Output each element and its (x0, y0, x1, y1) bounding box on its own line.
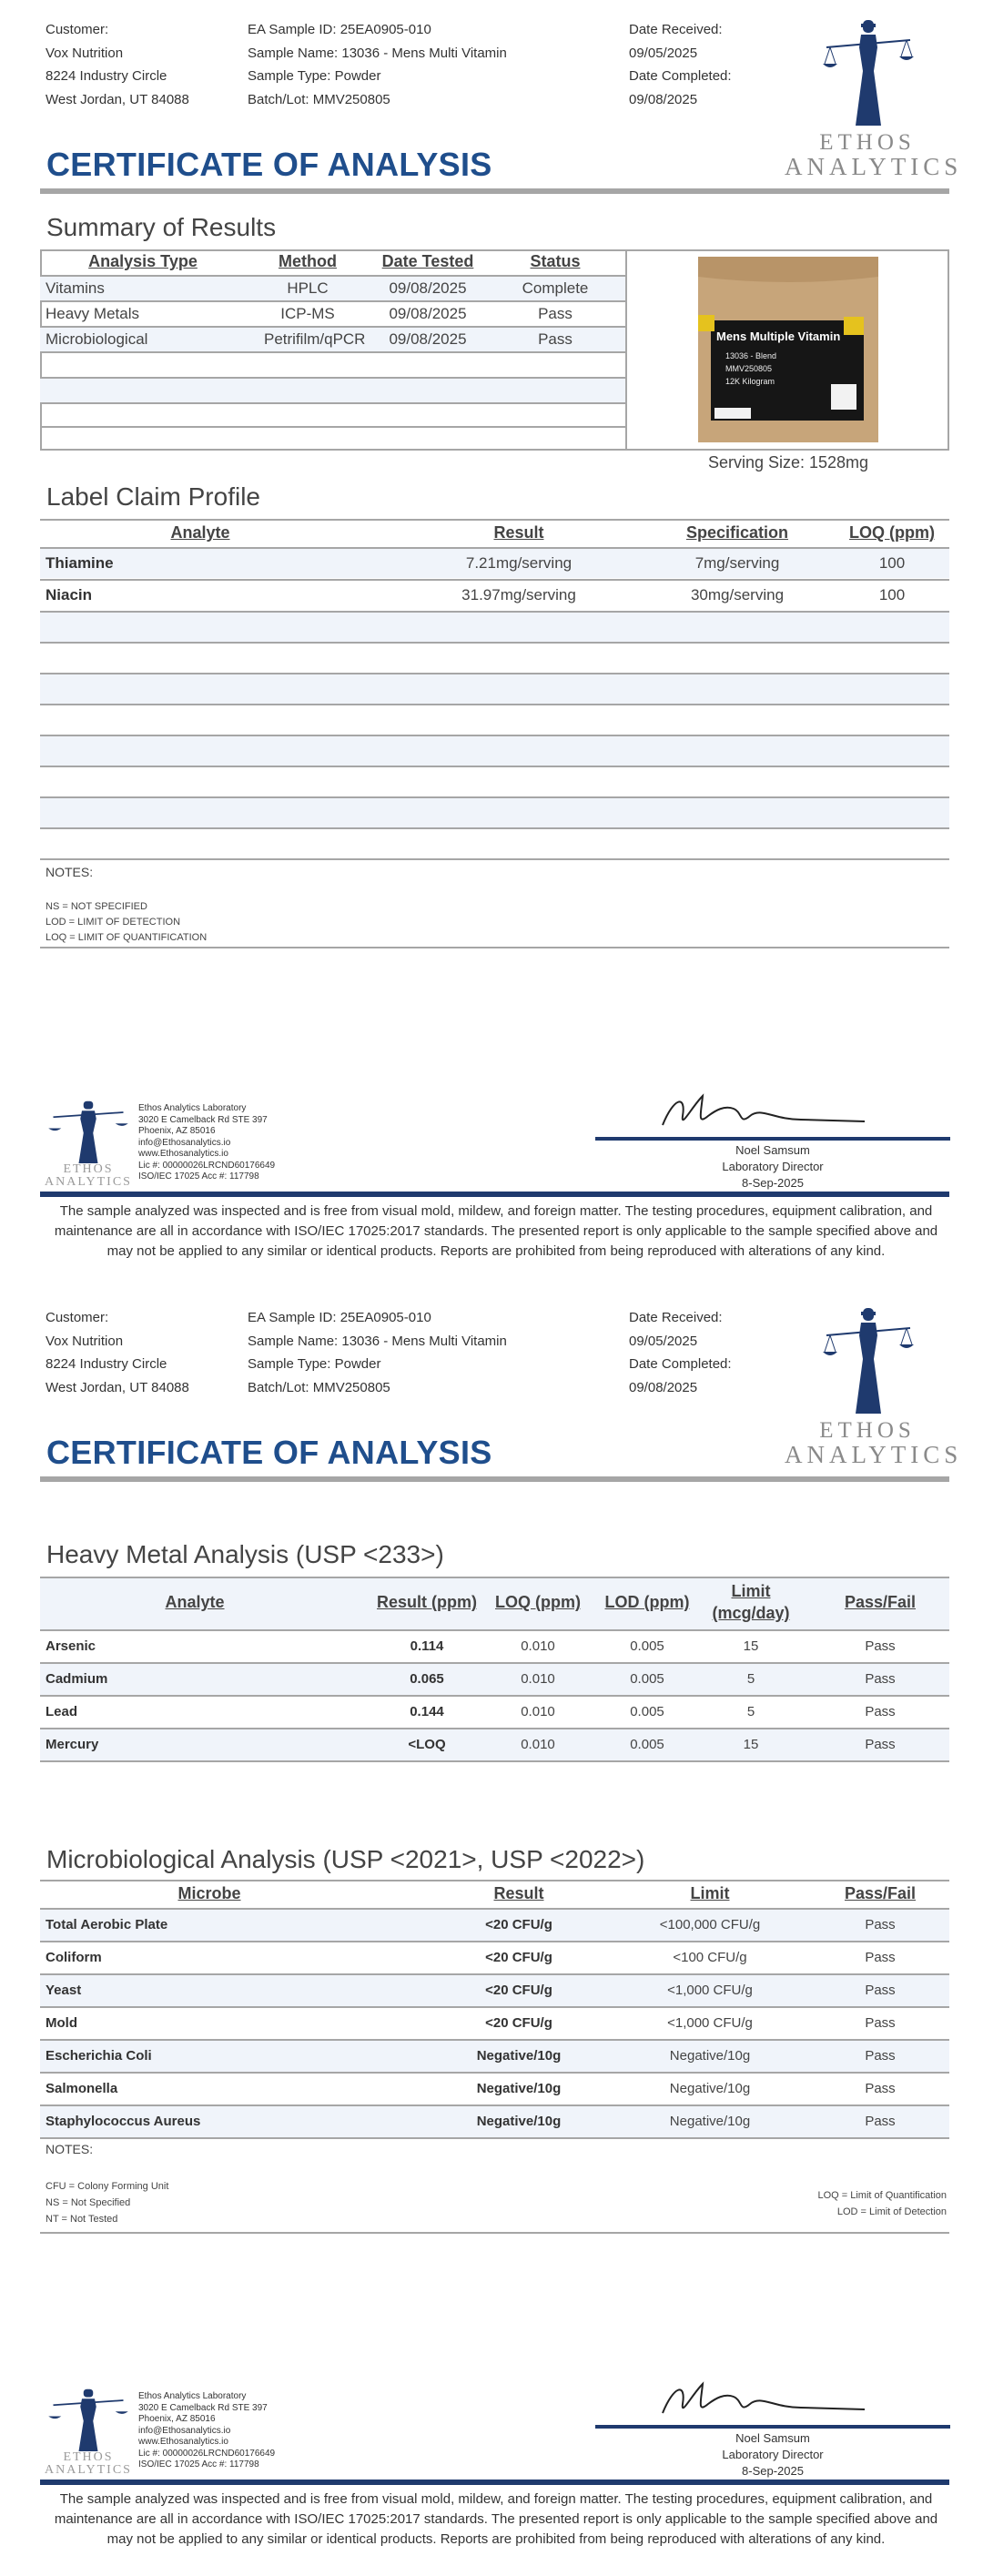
table-row: Niacin 31.97mg/serving 30mg/serving 100 (46, 586, 906, 603)
customer-block: Customer: Vox Nutrition 8224 Industry Circle West Jordan, UT 84088 (46, 1310, 189, 1395)
notes-label: NOTES: (46, 2142, 94, 2156)
table-row: Cadmium 0.065 0.010 0.005 5 Pass (40, 1664, 949, 1695)
table-row: Vitamins HPLC 09/08/2025 Complete (40, 277, 625, 300)
table-row: Coliform <20 CFU/g <100 CFU/g Pass (46, 1950, 896, 1965)
table-row: Staphylococcus Aureus Negative/10g Negative/10g Pass (40, 2106, 949, 2137)
sample-id: EA Sample ID: 25EA0905-010 (248, 22, 431, 37)
col-limit-unit: (mcg/day) (712, 1604, 790, 1622)
col-limit: Limit (731, 1582, 771, 1600)
notes-list: NS = NOT SPECIFIED LOD = LIMIT OF DETECTION LOQ = LIMIT OF QUANTIFICATION (46, 901, 208, 943)
lady-justice-scales-icon (821, 16, 916, 127)
logo-word-ethos: ETHOS (819, 130, 916, 155)
col-microbe: Microbe (177, 1884, 241, 1902)
sample-name: Sample Name: 13036 - Mens Multi Vitamin (248, 45, 507, 61)
customer-address-2: West Jordan, UT 84088 (46, 91, 189, 107)
title-rule (40, 188, 949, 194)
micro-title: Microbiological Analysis (USP <2021>, USP <2022>) (46, 1845, 645, 1873)
summary-title: Summary of Results (46, 213, 277, 241)
lady-justice-scales-icon (44, 1100, 133, 1163)
table-row: Thiamine 7.21mg/serving 7mg/serving 100 (40, 549, 949, 578)
col-status: Status (530, 252, 581, 270)
signature-block: Noel Samsum Laboratory Director 8-Sep-2025 (722, 2431, 824, 2478)
label-claim-title: Label Claim Profile (46, 482, 260, 511)
col-method: Method (279, 252, 337, 270)
signed-date: 8-Sep-2025 (742, 1176, 804, 1190)
customer-block (46, 18, 189, 111)
col-loq-ppm: LOQ (ppm) (495, 1593, 581, 1611)
table-row: Microbiological Petrifilm/qPCR 09/08/2025 Pass (40, 328, 625, 351)
notes-label: NOTES: (46, 865, 94, 879)
lady-justice-scales-icon (821, 1304, 916, 1415)
footer-logo-ethos: ETHOS (63, 1162, 114, 1176)
notes-list-left: CFU = Colony Forming Unit NS = Not Specified NT = Not Tested (46, 2181, 169, 2225)
footer-logo-analytics: ANALYTICS (45, 1175, 132, 1189)
col-analysis-type: Analysis Type (88, 252, 198, 270)
page-2 (0, 1288, 983, 2576)
table-row: Mold <20 CFU/g <1,000 CFU/g Pass (46, 2015, 896, 2031)
lab-info: Ethos Analytics Laboratory 3020 E Camelback Rd STE 397 Phoenix, AZ 85016 info@Ethosanalytics.io www.Ethosanalytics.io Lic #: 00000026LRCND60176649 ISO/IEC 17025 Acc #: 117798 (138, 2391, 276, 2470)
disclaimer: The sample analyzed was inspected and is free from visual mold, mildew, and foreign matter. The testing procedures, equipment calibration, and maintenance are all in accordance with ISO/IEC 17025:2017 standards. The presented report is only applicable to the sample specified above and may not be applied to any similar or identical products. Reports are prohibited from being reproduced with alterations of any kind. (54, 2491, 938, 2547)
col-pass-fail: Pass/Fail (844, 1593, 917, 1611)
batch-lot: Batch/Lot: MMV250805 (248, 91, 390, 107)
col-pass-fail: Pass/Fail (844, 1884, 917, 1902)
label-claim-header (40, 521, 949, 546)
disclaimer: The sample analyzed was inspected and is free from visual mold, mildew, and foreign matter. The testing procedures, equipment calibration, and maintenance are all in accordance with ISO/IEC 17025:2017 standards. The presented report is only applicable to the sample specified above and may not be applied to any similar or identical products. Reports are prohibited from being reproduced with alterations of any kind. (54, 1203, 938, 1259)
heavy-metals-title: Heavy Metal Analysis (USP <233>) (46, 1540, 444, 1568)
footer-logo (44, 1100, 133, 1191)
col-lod-ppm: LOD (ppm) (604, 1593, 690, 1611)
customer-address-1: 8224 Industry Circle (46, 68, 167, 84)
table-row: Salmonella Negative/10g Negative/10g Pass (46, 2081, 896, 2096)
table-row: Yeast <20 CFU/g <1,000 CFU/g Pass (40, 1975, 949, 2006)
col-specification: Specification (685, 523, 789, 542)
sample-block: EA Sample ID: 25EA0905-010 Sample Name: 13036 - Mens Multi Vitamin Sample Type: Powder Batch/Lot: MMV250805 (248, 1310, 507, 1395)
serving-size: Serving Size: 1528mg (707, 453, 869, 472)
signature-block (595, 1142, 950, 1192)
product-label-line-4: 12K Kilogram (725, 377, 775, 386)
sample-block (248, 18, 507, 111)
signer-title: Laboratory Director (722, 1160, 824, 1173)
customer-name: Vox Nutrition (46, 45, 124, 61)
date-received: 09/05/2025 (629, 45, 698, 61)
table-row: Lead 0.144 0.010 0.005 5 Pass (46, 1704, 896, 1719)
customer-label: Customer: (46, 22, 109, 37)
footer-logo: ETHOS ANALYTICS (44, 2388, 133, 2479)
logo-word-analytics: ANALYTICS (785, 153, 963, 180)
table-row: Mercury <LOQ 0.010 0.005 15 Pass (40, 1729, 949, 1760)
col-result: Result (493, 1884, 544, 1902)
ethos-logo (785, 16, 963, 180)
heavy-metals-header (40, 1578, 949, 1629)
col-date-tested: Date Tested (381, 252, 474, 270)
lab-info: Ethos Analytics Laboratory 3020 E Camelback Rd STE 397 Phoenix, AZ 85016 info@Ethosanalytics.io www.Ethosanalytics.io Lic #: 00000026LRCND60176649 ISO/IEC 17025 Acc #: 117798 (138, 1103, 276, 1182)
product-label-title: Mens Multiple Vitamin (716, 330, 841, 343)
certificate-title: CERTIFICATE OF ANALYSIS (46, 1434, 492, 1471)
col-analyte: Analyte (170, 523, 230, 542)
col-limit: Limit (690, 1884, 730, 1902)
sample-type: Sample Type: Powder (248, 68, 381, 84)
lady-justice-scales-icon (44, 2388, 133, 2451)
col-analyte: Analyte (165, 1593, 225, 1611)
table-row: Heavy Metals ICP-MS 09/08/2025 Pass (46, 305, 573, 322)
col-result-ppm: Result (ppm) (377, 1593, 477, 1611)
product-label-line-2: 13036 - Blend (725, 351, 777, 360)
date-completed: 09/08/2025 (629, 91, 698, 107)
table-row: Total Aerobic Plate <20 CFU/g <100,000 CFU/g Pass (40, 1910, 949, 1941)
col-result: Result (493, 523, 544, 542)
product-photo (698, 257, 878, 442)
signature-image (655, 1089, 874, 1136)
table-row: Arsenic 0.114 0.010 0.005 15 Pass (46, 1638, 896, 1654)
product-label-line-3: MMV250805 (725, 364, 773, 373)
date-received-label: Date Received: (629, 22, 723, 37)
micro-header (40, 1881, 949, 1907)
date-completed-label: Date Completed: (629, 68, 732, 84)
dates-block (629, 18, 732, 111)
dates-block: Date Received: 09/05/2025 Date Completed: 09/08/2025 (629, 1310, 732, 1395)
ethos-logo: ETHOS ANALYTICS (785, 1304, 950, 1468)
table-row: Escherichia Coli Negative/10g Negative/10g Pass (40, 2041, 949, 2072)
col-loq: LOQ (ppm) (849, 523, 935, 542)
signature-image (655, 2377, 874, 2424)
certificate-title: CERTIFICATE OF ANALYSIS (46, 146, 492, 183)
signer-name: Noel Samsum (735, 1143, 810, 1157)
notes-list-right: LOQ = Limit of Quantification LOD = Limit of Detection (817, 2190, 947, 2217)
